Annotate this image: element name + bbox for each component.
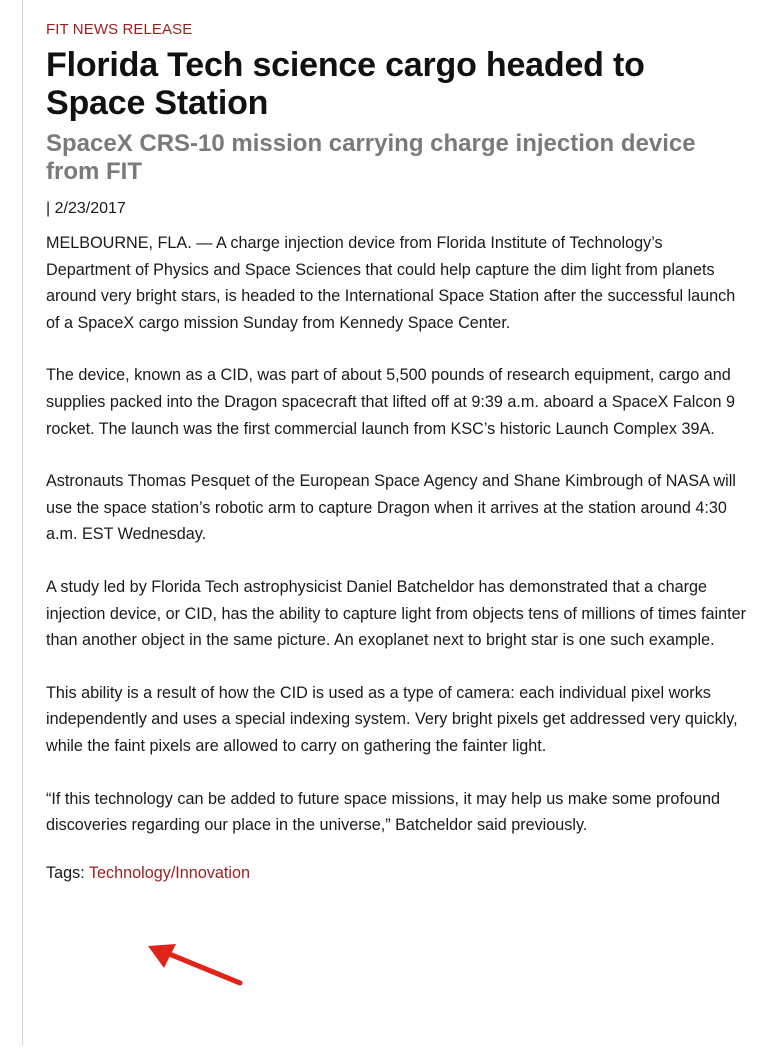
red-arrow-icon [140,938,250,994]
body-paragraph: Astronauts Thomas Pesquet of the European Space Agency and Shane Kimbrough of NASA will use the space station’s robotic arm to capture Dragon when it arrives at the station around 4:30 a.m. EST Wednesday. [46,472,736,544]
article [46,20,746,884]
body-paragraph: The device, known as a CID, was part of about 5,500 pounds of research equipment, cargo and supplies packed into the Dragon spacecraft that lifted off at 9:39 a.m. aboard a SpaceX Falcon 9 rocket. The launch was the first commercial launch from KSC’s historic Launch Complex 39A. [46,366,735,438]
left-border-line [22,0,23,1045]
body-paragraph: MELBOURNE, FLA. — A charge injection device from Florida Institute of Technology’s Department of Physics and Space Sciences that could help capture the dim light from planets around very bright stars, is headed to the International Space Station after the successful launch of a SpaceX cargo mission Sunday from Kennedy Space Center. [46,234,736,332]
article-dateline: | 2/23/2017 [46,200,126,217]
article-kicker: FIT NEWS RELEASE [46,21,193,38]
body-paragraph: A study led by Florida Tech astrophysicist Daniel Batcheldor has demonstrated that a charge injection device, or CID, has the ability to capture light from objects tens of millions of times fainter than another object in the same picture. An exoplanet next to bright star is one such example. [46,577,746,650]
tags-row [46,862,746,884]
tags-label: Tags: [46,863,85,882]
article-subhead: SpaceX CRS-10 mission carrying charge injection device from FIT [46,130,696,185]
body-paragraph: This ability is a result of how the CID is used as a type of camera: each individual pixel works independently and uses a special indexing system. Very bright pixels get addressed very quickly, while the faint pixels are allowed to carry on gathering the fainter light. [46,683,738,755]
article-headline: Florida Tech science cargo headed to Space Station [46,46,645,122]
tag-link-technology-innovation[interactable]: Technology/Innovation [88,863,251,882]
body-paragraph: “If this technology can be added to future space missions, it may help us make some profound discoveries regarding our place in the universe,” Batcheldor said previously. [46,789,720,835]
